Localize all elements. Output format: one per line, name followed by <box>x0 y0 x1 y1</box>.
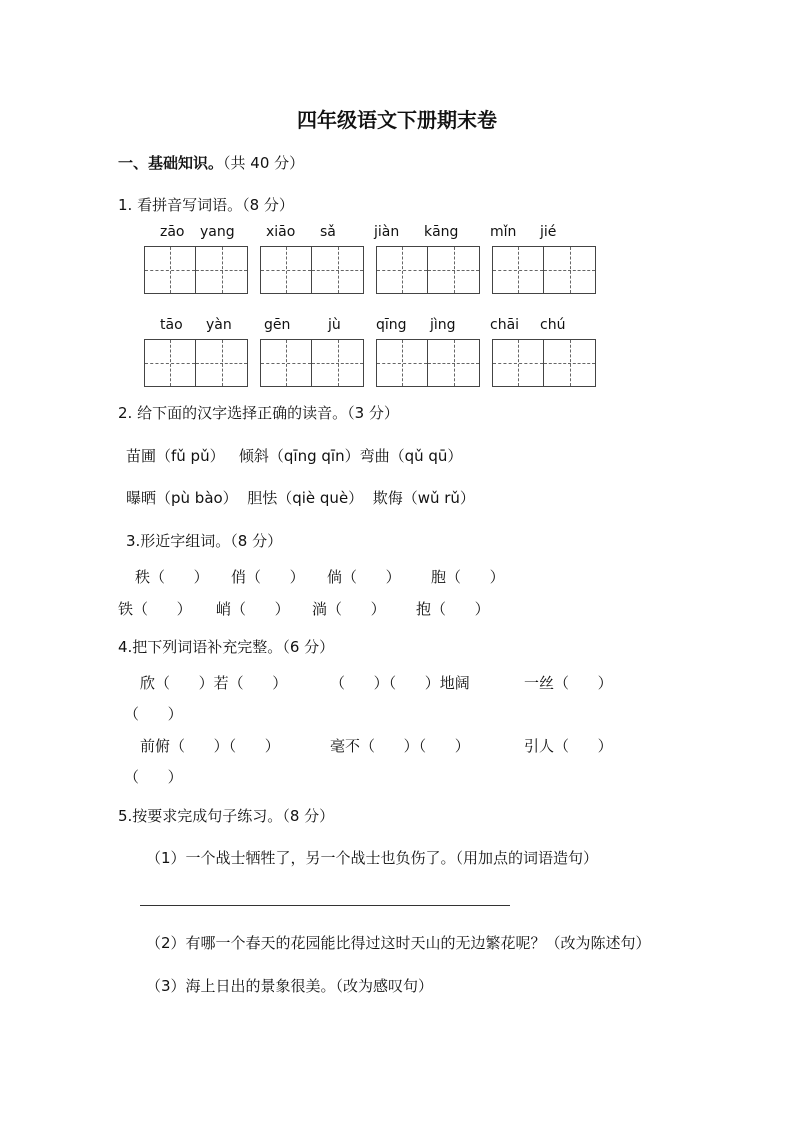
question-2-label: 2. 给下面的汉字选择正确的读音。（3 分） <box>118 404 399 422</box>
word-item: 胞（ ） <box>431 568 505 586</box>
pinyin-group <box>144 317 248 387</box>
writing-box[interactable] <box>376 339 428 387</box>
writing-box[interactable] <box>544 246 596 294</box>
writing-box[interactable] <box>312 339 364 387</box>
writing-box[interactable] <box>260 246 312 294</box>
section-heading-text: 一、基础知识。 <box>118 154 224 172</box>
writing-box[interactable] <box>492 246 544 294</box>
pinyin-label: xiāo <box>266 224 296 240</box>
pinyin-label: jié <box>540 224 557 240</box>
question-1-label: 1. 看拼音写词语。（8 分） <box>118 196 294 214</box>
question-5-label: 5.按要求完成句子练习。（8 分） <box>118 807 335 825</box>
pinyin-label: tāo <box>160 317 183 333</box>
sentence-task: （1）一个战士牺牲了，另一个战士也负伤了。（用加点的词语造句） <box>146 849 599 867</box>
pinyin-label: jìng <box>430 317 456 333</box>
pinyin-group <box>490 224 596 294</box>
idiom-item: 欣（ ）若（ ） <box>140 674 288 692</box>
section-points: （共 40 分） <box>223 154 305 172</box>
section-heading <box>118 152 304 173</box>
question-3-label: 3.形近字组词。（8 分） <box>126 532 283 550</box>
word-item: 俏（ ） <box>231 568 305 586</box>
pinyin-group <box>260 317 364 387</box>
question-4-label: 4.把下列词语补充完整。（6 分） <box>118 638 335 656</box>
word-item: 倘（ ） <box>327 568 401 586</box>
idiom-item: 毫不（ ）（ ） <box>330 737 470 755</box>
writing-box[interactable] <box>428 246 480 294</box>
pinyin-label: yang <box>200 224 235 240</box>
sentence-task: （3）海上日出的景象很美。（改为感叹句） <box>146 977 434 995</box>
writing-box[interactable] <box>312 246 364 294</box>
writing-box[interactable] <box>376 246 428 294</box>
writing-box[interactable] <box>196 339 248 387</box>
pronunciation-line: 苗圃（fǔ pǔ） 倾斜（qīng qīn）弯曲（qǔ qū） <box>126 447 463 465</box>
pinyin-group <box>144 224 248 294</box>
pinyin-label: zāo <box>160 224 185 240</box>
pinyin-label: jiàn <box>374 224 400 240</box>
pinyin-group <box>376 317 480 387</box>
writing-box[interactable] <box>144 339 196 387</box>
writing-box[interactable] <box>260 339 312 387</box>
pronunciation-line: 曝晒（pù bào） 胆怯（qiè què） 欺侮（wǔ rǔ） <box>126 489 475 507</box>
pinyin-label: jù <box>328 317 341 333</box>
pinyin-label: gēn <box>264 317 291 333</box>
writing-box[interactable] <box>428 339 480 387</box>
pinyin-group <box>260 224 364 294</box>
word-item: 峭（ ） <box>216 600 290 618</box>
idiom-wrap: （ ） <box>124 705 183 723</box>
idiom-wrap: （ ） <box>124 768 183 786</box>
pinyin-label: yàn <box>206 317 232 333</box>
pinyin-label: mǐn <box>490 224 517 240</box>
pinyin-label: qīng <box>376 317 407 333</box>
word-item: 秩（ ） <box>135 568 209 586</box>
sentence-task: （2）有哪一个春天的花园能比得过这时天山的无边繁花呢？（改为陈述句） <box>146 934 651 952</box>
pinyin-label: sǎ <box>320 224 336 240</box>
pinyin-group <box>374 224 480 294</box>
word-item: 淌（ ） <box>312 600 386 618</box>
writing-box[interactable] <box>196 246 248 294</box>
writing-box[interactable] <box>144 246 196 294</box>
pinyin-label: chú <box>540 317 566 333</box>
word-item: 抱（ ） <box>416 600 490 618</box>
idiom-item: 引人（ ） <box>524 737 613 755</box>
answer-line[interactable] <box>140 905 510 906</box>
idiom-item: （ ）（ ）地阔 <box>330 674 470 692</box>
writing-box[interactable] <box>492 339 544 387</box>
pinyin-group <box>490 317 596 387</box>
idiom-item: 一丝（ ） <box>524 674 613 692</box>
writing-box[interactable] <box>544 339 596 387</box>
idiom-item: 前俯（ ）（ ） <box>140 737 280 755</box>
page-title: 四年级语文下册期末卷 <box>297 108 497 132</box>
pinyin-label: kāng <box>424 224 459 240</box>
word-item: 铁（ ） <box>118 600 192 618</box>
pinyin-label: chāi <box>490 317 520 333</box>
